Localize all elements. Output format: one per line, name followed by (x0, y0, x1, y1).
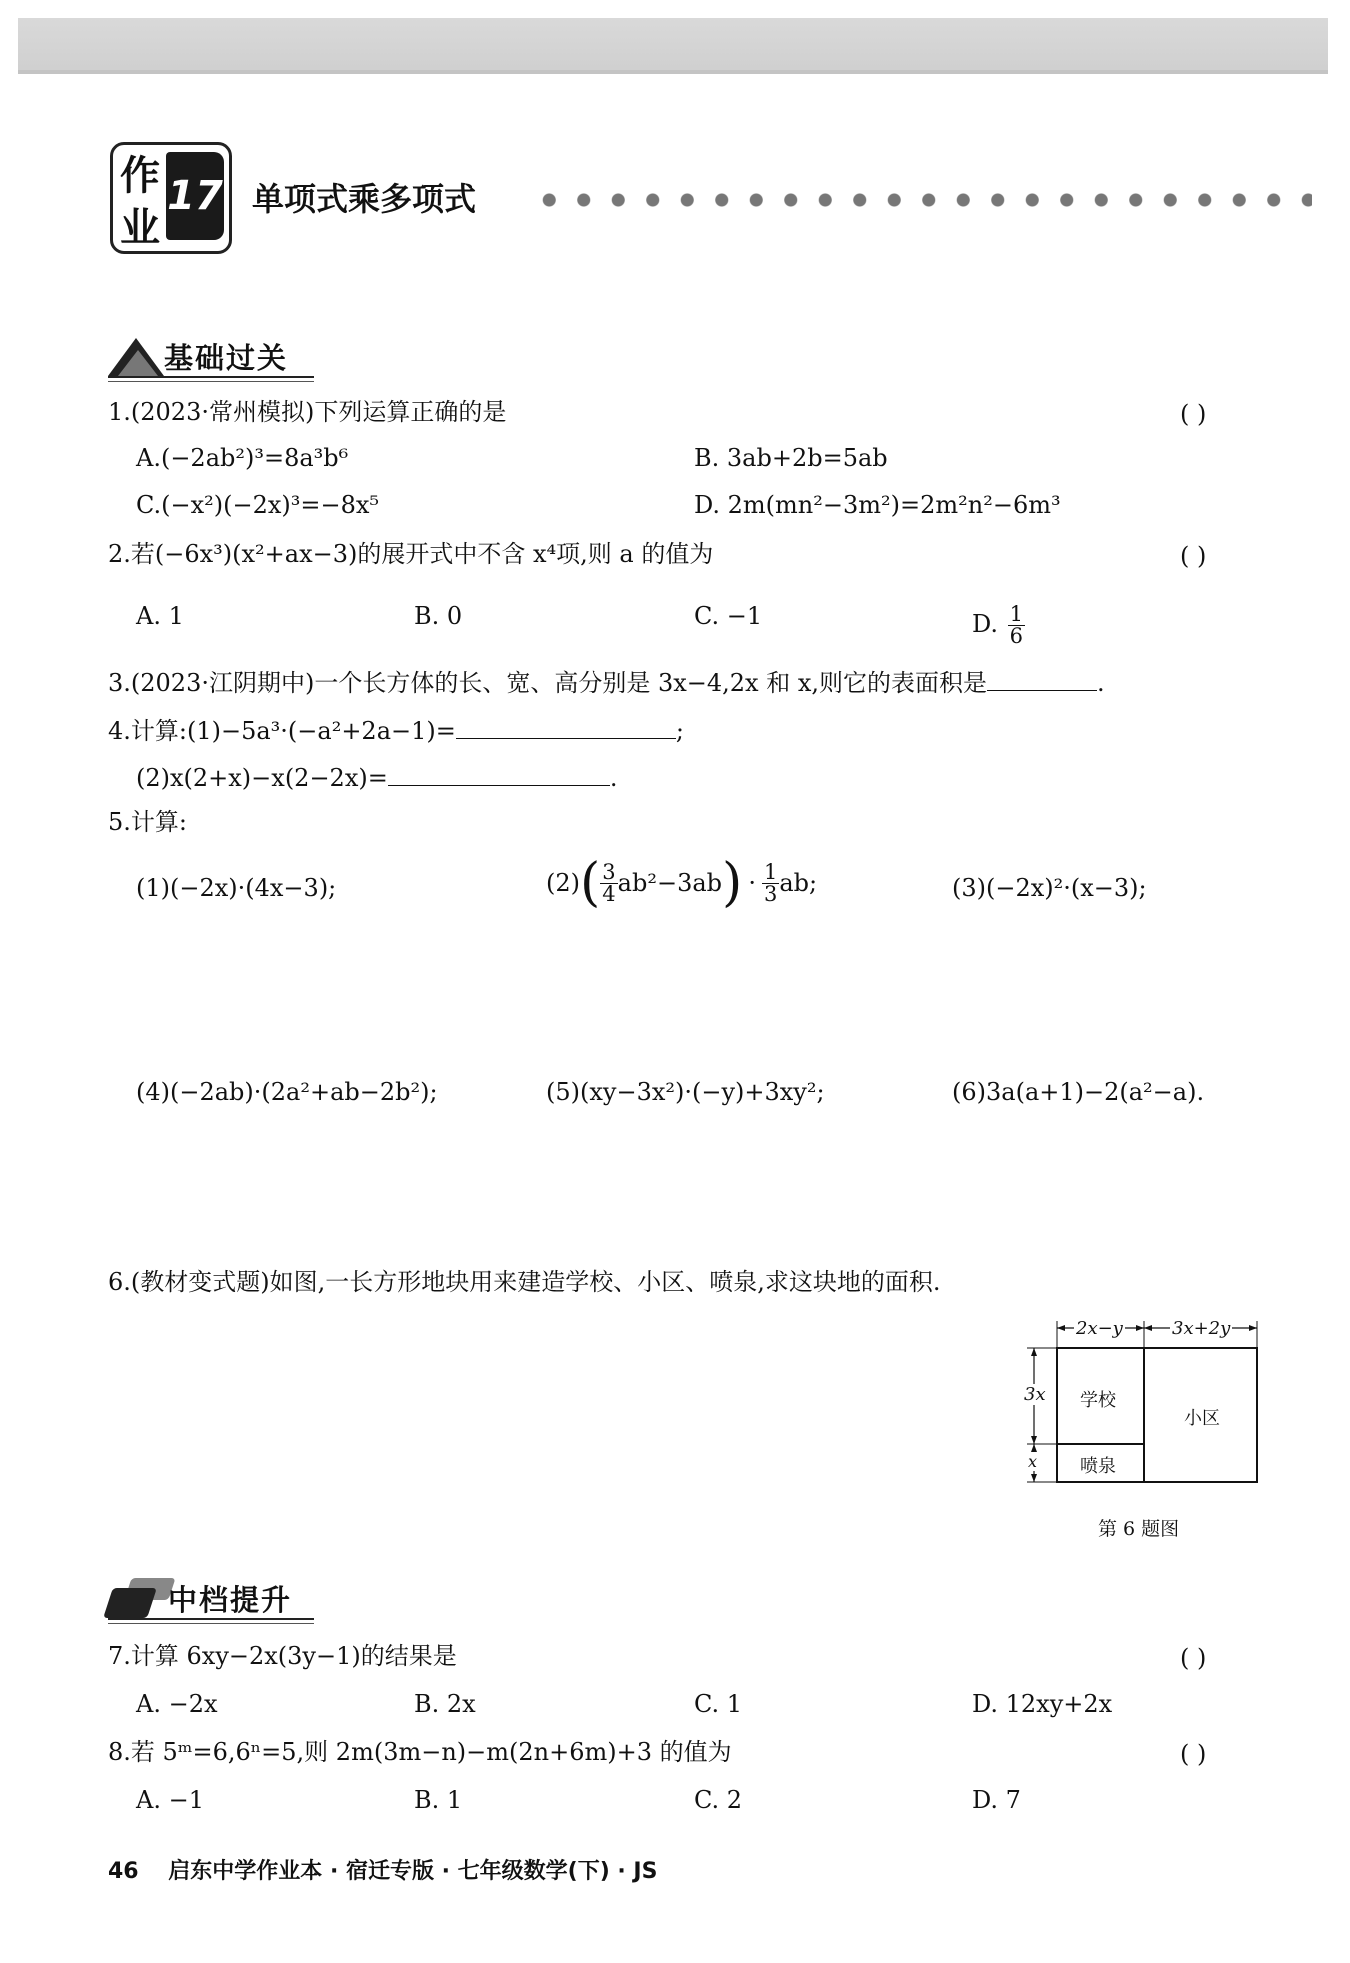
q1-stem: 1.(2023·常州模拟)下列运算正确的是 (108, 398, 507, 426)
q4-answer-blank-1[interactable] (456, 716, 676, 739)
fig-top-right-dim: 3x+2y (1172, 1318, 1231, 1339)
q8-stem: 8.若 5ᵐ=6,6ⁿ=5,则 2m(3m−n)−m(2n+6m)+3 的值为 (108, 1738, 732, 1766)
land-diagram (1022, 1318, 1262, 1488)
q8-option-b[interactable]: B. 1 (414, 1786, 463, 1814)
page-footer (108, 1854, 657, 1885)
q1-option-c[interactable]: C.(−x²)(−2x)³=−8x⁵ (136, 491, 380, 519)
q2-answer-bracket[interactable]: ( ) (1180, 542, 1207, 570)
q3-stem: 3.(2023·江阴期中)一个长方体的长、宽、高分别是 3x−4,2x 和 x,则它的表面积是 . (108, 669, 1105, 697)
q7-option-b[interactable]: B. 2x (414, 1690, 476, 1718)
q6-stem: 6.(教材变式题)如图,一长方形地块用来建造学校、小区、喷泉,求这块地的面积. (108, 1268, 941, 1296)
q4-part2: (2)x(2+x)−x(2−2x)= . (136, 764, 618, 792)
q5-stem: 5.计算: (108, 808, 187, 836)
badge-number: 17 (166, 152, 224, 240)
q6-figure-caption: 第 6 题图 (1098, 1518, 1180, 1540)
section-intermediate-label: 中档提升 (168, 1583, 293, 1617)
fig-fountain-label: 喷泉 (1080, 1456, 1116, 1477)
q8-option-c[interactable]: C. 2 (694, 1786, 743, 1814)
fig-community-label: 小区 (1184, 1408, 1220, 1429)
fig-school-label: 学校 (1080, 1390, 1116, 1411)
q2-option-d[interactable]: D. $\frac{1}{6}$ (972, 602, 1024, 648)
q8-answer-bracket[interactable]: ( ) (1180, 1740, 1207, 1768)
fig-top-left-dim: 2x−y (1076, 1318, 1123, 1339)
q7-stem: 7.计算 6xy−2x(3y−1)的结果是 (108, 1642, 457, 1670)
lesson-title: 单项式乘多项式 (252, 180, 477, 218)
q5-part2: (2) ( 3 4 ab²−3ab ) · 1 3 ab; (546, 853, 818, 913)
q1-option-b[interactable]: B. 3ab+2b=5ab (694, 444, 888, 472)
fig-left-bottom-dim: x (1028, 1452, 1038, 1471)
q7-option-a[interactable]: A. −2x (136, 1690, 218, 1718)
homework-badge (110, 142, 230, 254)
q5-part6: (6)3a(a+1)−2(a²−a). (952, 1078, 1205, 1106)
page-number: 46 (108, 1859, 139, 1884)
q2-option-b[interactable]: B. 0 (414, 602, 463, 630)
badge-char-top: 作 (120, 153, 160, 199)
q1-answer-bracket[interactable]: ( ) (1180, 400, 1207, 428)
title-dot-leader (532, 193, 1312, 207)
q2-d-fraction: $\frac{1}{6}$ (1009, 602, 1024, 648)
q7-option-d[interactable]: D. 12xy+2x (972, 1690, 1113, 1718)
q5-part3: (3)(−2x)²·(x−3); (952, 874, 1147, 902)
q5-part4: (4)(−2ab)·(2a²+ab−2b²); (136, 1078, 438, 1106)
section-basic-label: 基础过关 (164, 341, 289, 375)
q8-option-d[interactable]: D. 7 (972, 1786, 1021, 1814)
q2-stem: 2.若(−6x³)(x²+ax−3)的展开式中不含 x⁴项,则 a 的值为 (108, 540, 714, 568)
badge-char-bottom: 业 (120, 205, 160, 251)
footer-book-title: 启东中学作业本 · 宿迁专版 · 七年级数学(下) · JS (168, 1859, 658, 1884)
fig-left-top-dim: 3x (1024, 1384, 1046, 1405)
q4-answer-blank-2[interactable] (388, 763, 610, 786)
q1-option-a[interactable]: A.(−2ab²)³=8a³b⁶ (136, 444, 349, 472)
q7-answer-bracket[interactable]: ( ) (1180, 1644, 1207, 1672)
q5-part5: (5)(xy−3x²)·(−y)+3xy²; (546, 1078, 825, 1106)
top-band (18, 18, 1328, 74)
q8-option-a[interactable]: A. −1 (136, 1786, 204, 1814)
q4-stem: 4.计算:(1)−5a³·(−a²+2a−1)= ; (108, 717, 684, 745)
q3-answer-blank[interactable] (987, 668, 1097, 691)
q2-option-a[interactable]: A. 1 (136, 602, 184, 630)
q1-option-d[interactable]: D. 2m(mn²−3m²)=2m²n²−6m³ (694, 491, 1061, 519)
q7-option-c[interactable]: C. 1 (694, 1690, 743, 1718)
q2-option-c[interactable]: C. −1 (694, 602, 763, 630)
q5-part1: (1)(−2x)·(4x−3); (136, 874, 337, 902)
q6-figure (1022, 1318, 1262, 1488)
